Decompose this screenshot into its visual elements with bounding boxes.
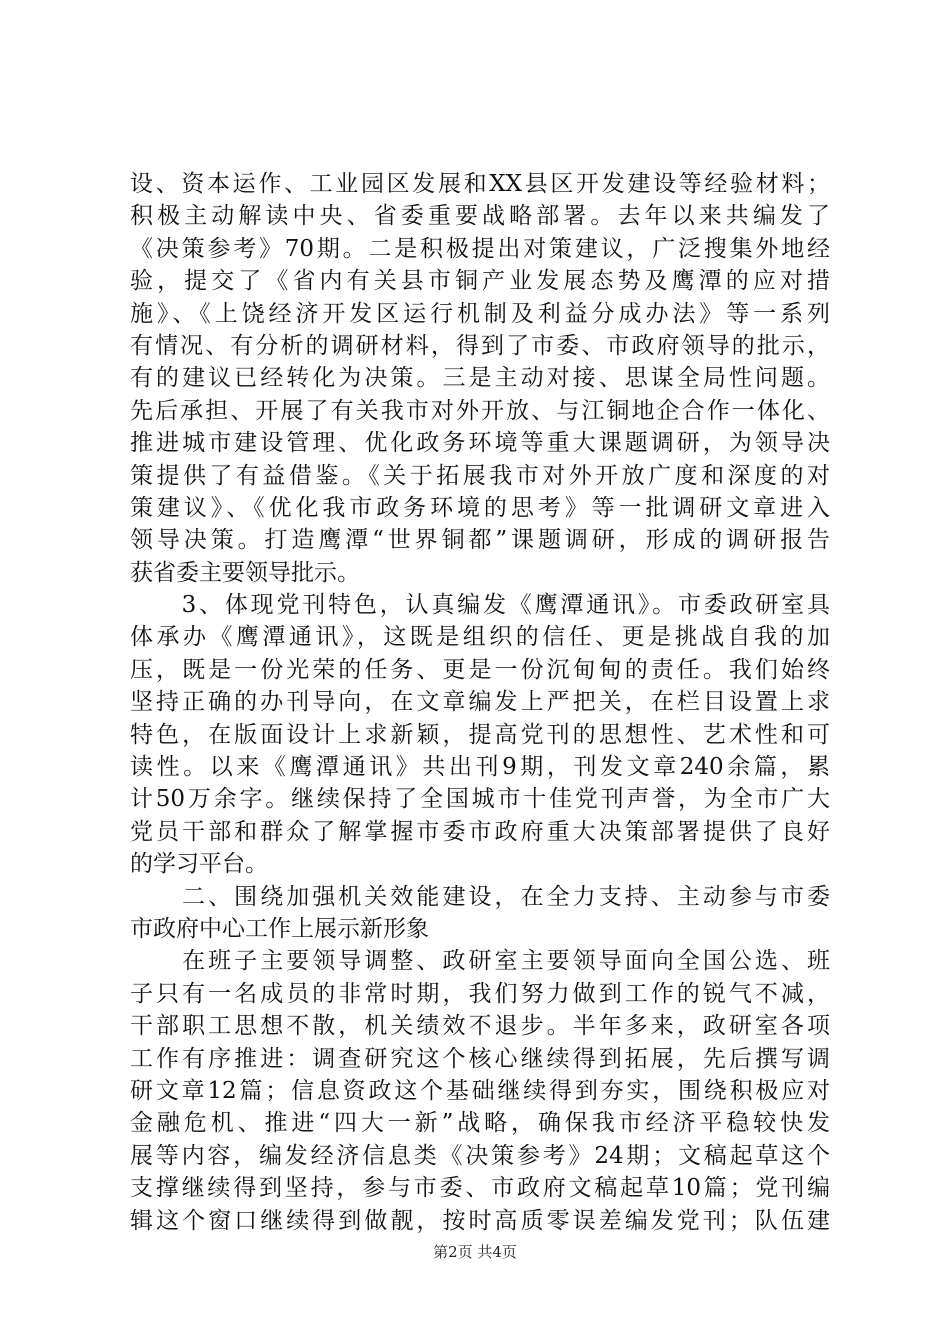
text-line: 市政府中心工作上展示新形象: [130, 915, 429, 942]
page-footer: 第2页 共4页: [433, 1243, 517, 1261]
text-line: 领导决策。打造鹰潭“世界铜都”课题调研，形成的调研报告: [130, 527, 830, 554]
text-line: 验，提交了《省内有关县市铜产业发展态势及鹰潭的应对措: [130, 268, 830, 295]
document-body: [130, 168, 830, 1237]
text-line: 读性。以来《鹰潭通讯》共出刊9期，刊发文章240余篇，累: [130, 754, 830, 781]
text-line: 获省委主要领导批示。: [130, 559, 360, 586]
text-line: 有情况、有分析的调研材料，得到了市委、市政府领导的批示，: [130, 332, 830, 359]
text-line: 推进城市建设管理、优化政务环境等重大课题调研，为领导决: [130, 430, 830, 457]
text-line: 体承办《鹰潭通讯》，这既是组织的信任、更是挑战自我的加: [130, 624, 830, 651]
text-line: 支撑继续得到坚持，参与市委、市政府文稿起草10篇；党刊编: [130, 1175, 830, 1202]
text-line: 的学习平台。: [130, 851, 268, 878]
text-line: 压，既是一份光荣的任务、更是一份沉甸甸的责任。我们始终: [130, 656, 830, 683]
text-line: 特色，在版面设计上求新颖，提高党刊的思想性、艺术性和可: [130, 721, 830, 748]
text-line: 3、体现党刊特色，认真编发《鹰潭通讯》。市委政研室具: [130, 592, 830, 619]
text-line: 金融危机、推进“四大一新”战略，确保我市经济平稳较快发: [130, 1110, 830, 1137]
text-line: 坚持正确的办刊导向，在文章编发上严把关，在栏目设置上求: [130, 689, 830, 716]
text-line: 党员干部和群众了解掌握市委市政府重大决策部署提供了良好: [130, 818, 830, 845]
text-line: 积极主动解读中央、省委重要战略部署。去年以来共编发了: [130, 203, 830, 230]
text-line: 干部职工思想不散，机关绩效不退步。半年多来，政研室各项: [130, 1013, 830, 1040]
text-line: 策建议》、《优化我市政务环境的思考》等一批调研文章进入: [130, 494, 830, 521]
text-line: 有的建议已经转化为决策。三是主动对接、思谋全局性问题。: [130, 365, 830, 392]
text-line: 展等内容，编发经济信息类《决策参考》24期；文稿起草这个: [130, 1142, 830, 1169]
text-line: 辑这个窗口继续得到做靓，按时高质零误差编发党刊；队伍建: [130, 1207, 830, 1234]
text-line: 二、围绕加强机关效能建设，在全力支持、主动参与市委: [130, 883, 830, 910]
text-line: 在班子主要领导调整、政研室主要领导面向全国公选、班: [130, 948, 830, 975]
text-line: 计50万余字。继续保持了全国城市十佳党刊声誉，为全市广大: [130, 786, 830, 813]
text-line: 研文章12篇；信息资政这个基础继续得到夯实，围绕积极应对: [130, 1077, 830, 1104]
text-line: 先后承担、开展了有关我市对外开放、与江铜地企合作一体化、: [130, 397, 830, 424]
text-line: 工作有序推进：调查研究这个核心继续得到拓展，先后撰写调: [130, 1045, 830, 1072]
text-line: 《决策参考》70期。二是积极提出对策建议，广泛搜集外地经: [130, 235, 830, 262]
text-line: 策提供了有益借鉴。《关于拓展我市对外开放广度和深度的对: [130, 462, 830, 489]
text-line: 子只有一名成员的非常时期，我们努力做到工作的锐气不减，: [130, 980, 830, 1007]
text-line: 施》、《上饶经济开发区运行机制及利益分成办法》等一系列: [130, 300, 830, 327]
text-line: 设、资本运作、工业园区发展和XX县区开发建设等经验材料；: [130, 171, 830, 197]
